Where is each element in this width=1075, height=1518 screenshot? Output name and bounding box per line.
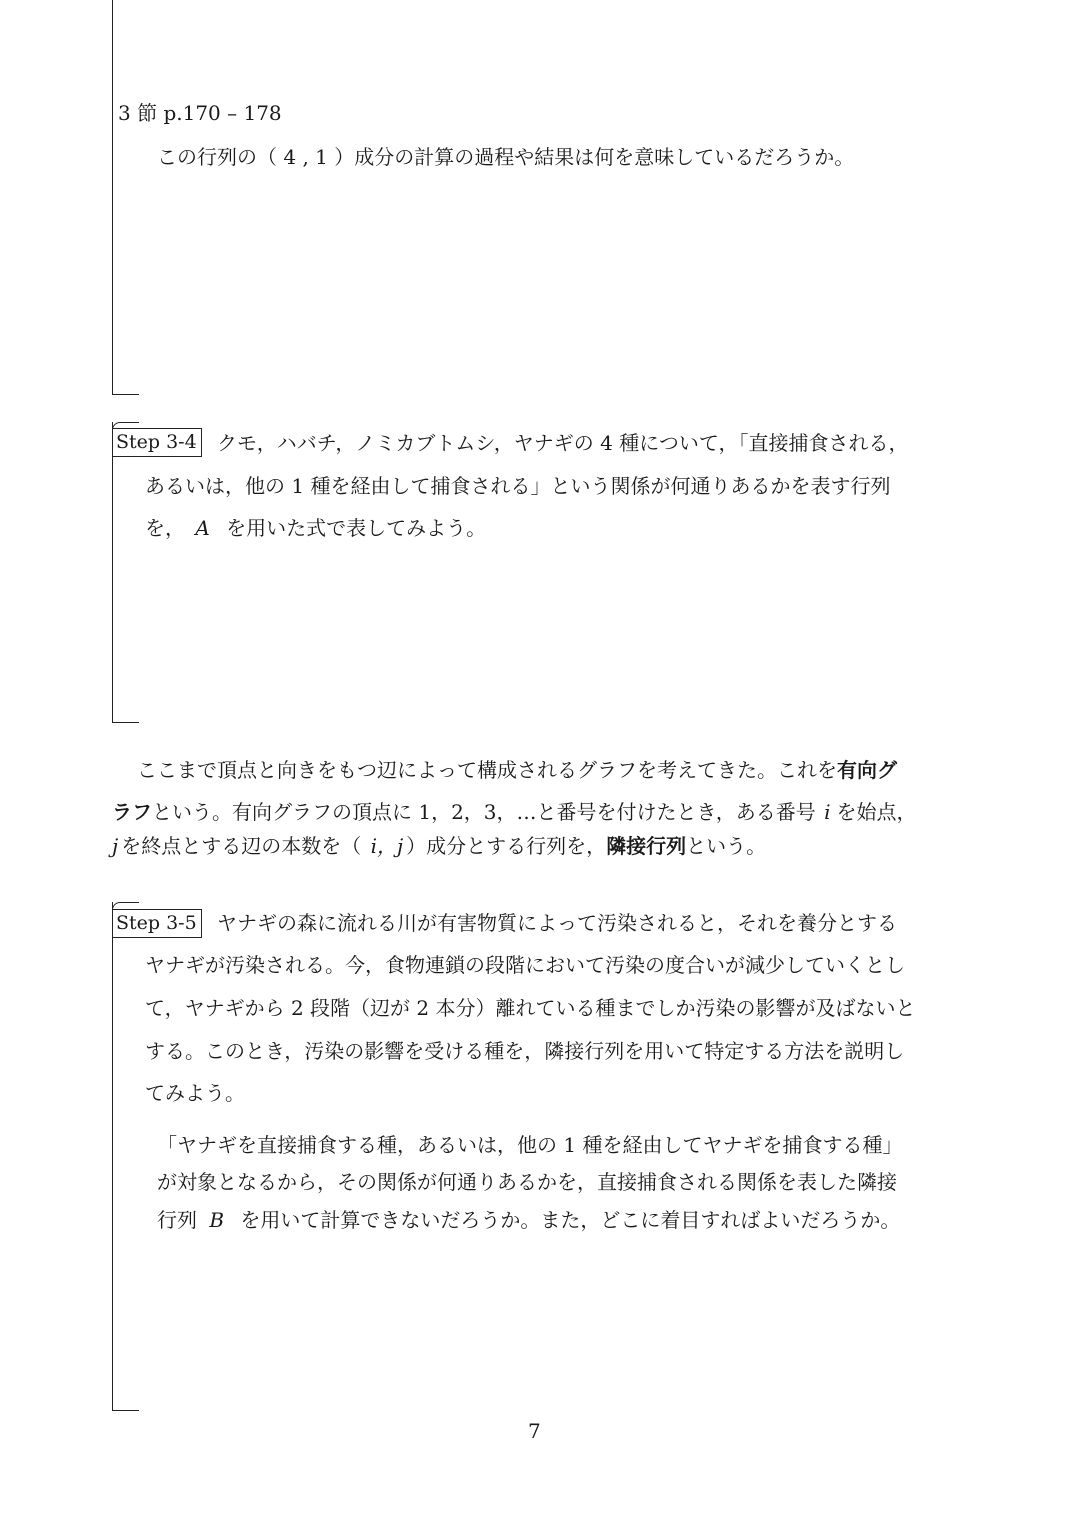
hint-line-3: 行列 B を用いて計算できないだろうか。また，どこに着目すればよいだろうか。 [157, 1208, 901, 1232]
step-3-5-line-1: ヤナギの森に流れる川が有害物質によって汚染されると，それを養分とする [217, 911, 897, 935]
step-3-4-line-3: を， A を用いた式で表してみよう。 [145, 516, 487, 540]
page-number: 7 [528, 1419, 541, 1443]
step-3-5-line-2: ヤナギが汚染される。今，食物連鎖の段階において汚染の度合いが減少していくとし [145, 953, 905, 977]
step-3-5-line-5: てみよう。 [145, 1081, 245, 1105]
hint-line-2: が対象となるから，その関係が何通りあるかを，直接捕食される関係を表した隣接 [157, 1170, 897, 1194]
step-3-4-line-1: クモ，ハバチ，ノミカブトムシ，ヤナギの 4 種について，「直接捕食される， [217, 431, 909, 455]
hint-line-1: 「ヤナギを直接捕食する種，あるいは，他の 1 種を経由してヤナギを捕食する種」 [157, 1133, 903, 1157]
question-text: この行列の（ 4 , 1 ）成分の計算の過程や結果は何を意味しているだろうか。 [157, 145, 855, 169]
step-3-5-line-3: て，ヤナギから 2 段階（辺が 2 本分）離れている種までしか汚染の影響が及ばないと [145, 996, 916, 1020]
answer-bracket-3 [112, 902, 139, 1411]
variable-b: B [209, 1208, 225, 1232]
section-heading: 3 節 p.170 – 178 [118, 101, 282, 125]
definition-line-1: ここまで頂点と向きをもつ辺によって構成されるグラフを考えてきた。これを有向グ [137, 758, 897, 782]
answer-bracket-1 [112, 0, 139, 395]
definition-line-2: ラフという。有向グラフの頂点に 1，2，3，…と番号を付けたとき，ある番号 i を始点， [112, 800, 917, 824]
variable-a: A [195, 516, 210, 540]
answer-bracket-2 [112, 422, 139, 723]
step-3-5-line-4: する。このとき，汚染の影響を受ける種を，隣接行列を用いて特定する方法を説明し [145, 1039, 905, 1063]
term-adjacency-matrix: 隣接行列 [606, 834, 687, 858]
definition-line-3: j を終点とする辺の本数を（ i，j ）成分とする行列を，隣接行列という。 [112, 834, 767, 858]
step-label-3-4: Step 3-4 [112, 428, 202, 457]
step-label-3-5: Step 3-5 [112, 909, 202, 938]
term-directed-graph: 有向グ [837, 758, 897, 782]
step-3-4-line-2: あるいは，他の 1 種を経由して捕食される」という関係が何通りあるかを表す行列 [145, 474, 891, 498]
